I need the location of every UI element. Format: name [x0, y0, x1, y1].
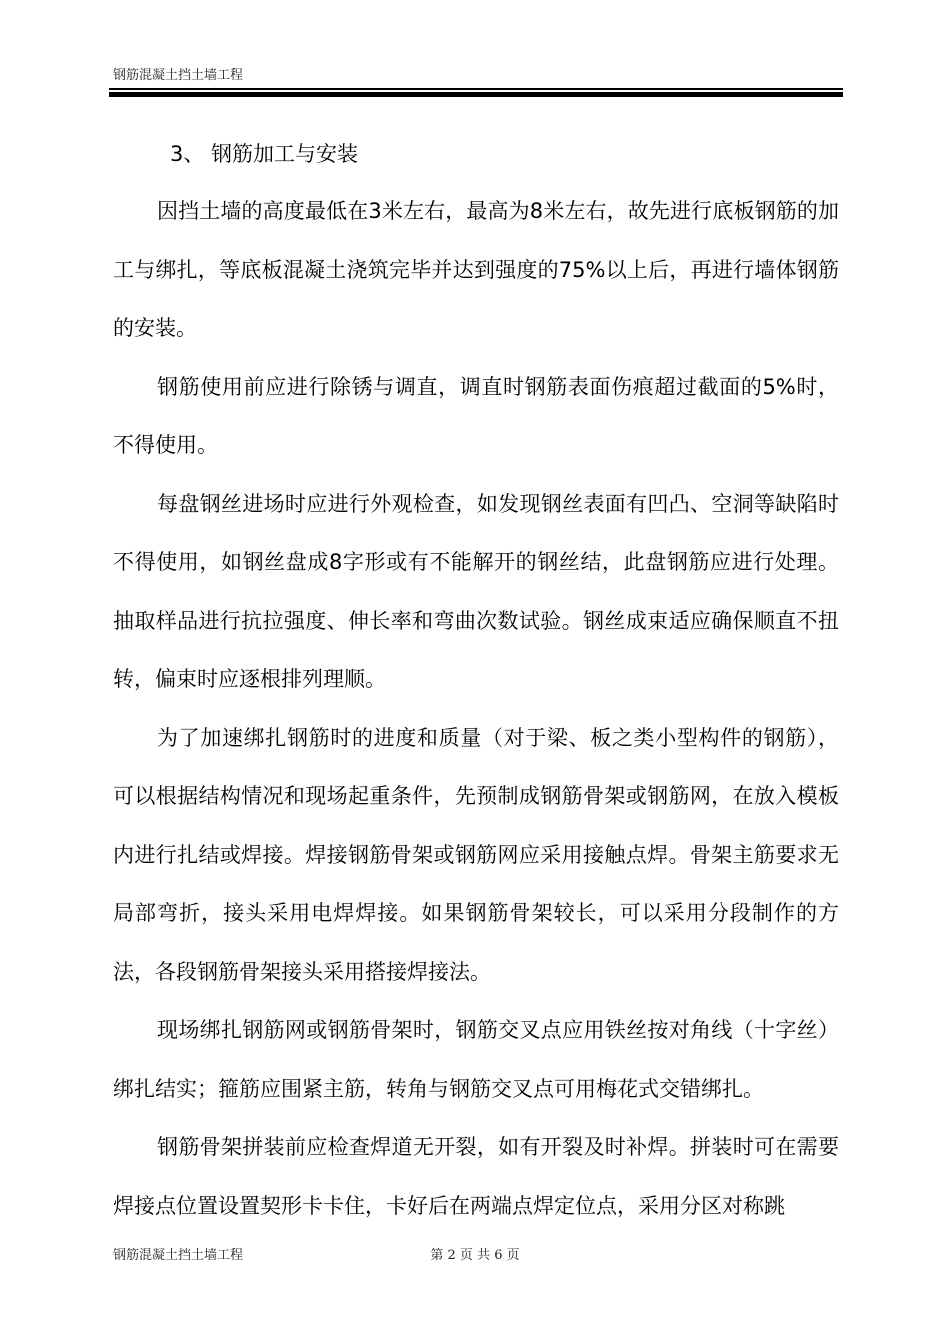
page-number: 第 2 页 共 6 页 — [430, 1248, 520, 1263]
header-rule-thin — [109, 88, 843, 90]
paragraph: 因挡土墙的高度最低在3米左右，最高为8米左右，故先进行底板钢筋的加工与绑扎，等底板混凝土浇筑完毕并达到强度的75%以上后，再进行墙体钢筋的安装。 — [113, 199, 839, 340]
paragraph: 现场绑扎钢筋网或钢筋骨架时，钢筋交叉点应用铁丝按对角线（十字丝）绑扎结实；箍筋应围紧主筋，转角与钢筋交叉点可用梅花式交错绑扎。 — [113, 1018, 839, 1101]
section-heading: 3、 钢筋加工与安装 — [170, 142, 359, 166]
paragraph: 每盘钢丝进场时应进行外观检查，如发现钢丝表面有凹凸、空洞等缺陷时不得使用，如钢丝盘成8字形或有不能解开的钢丝结，此盘钢筋应进行处理。抽取样品进行抗拉强度、伸长率和弯曲次数试验。钢丝成束适应确保顺直不扭转，偏束时应逐根排列理顺。 — [113, 491, 839, 691]
paragraph: 为了加速绑扎钢筋时的进度和质量（对于梁、板之类小型构件的钢筋），可以根据结构情况和现场起重条件，先预制成钢筋骨架或钢筋网，在放入模板内进行扎结或焊接。焊接钢筋骨架或钢筋网应采用接触点焊。骨架主筋要求无局部弯折，接头采用电焊焊接。如果钢筋骨架较长，可以采用分段制作的方法，各段钢筋骨架接头采用搭接焊接法。 — [113, 725, 839, 984]
document-body — [113, 126, 839, 1235]
footer-title: 钢筋混凝土挡土墙工程 — [113, 1248, 244, 1263]
paragraph: 钢筋使用前应进行除锈与调直，调直时钢筋表面伤痕超过截面的5%时，不得使用。 — [113, 374, 839, 457]
paragraph: 钢筋骨架拼装前应检查焊道无开裂，如有开裂及时补焊。拼装时可在需要焊接点位置设置契形卡卡住，卡好后在两端点焊定位点，采用分区对称跳 — [113, 1135, 839, 1218]
header-title: 钢筋混凝土挡土墙工程 — [113, 68, 244, 83]
header-rule-thick — [109, 92, 843, 97]
